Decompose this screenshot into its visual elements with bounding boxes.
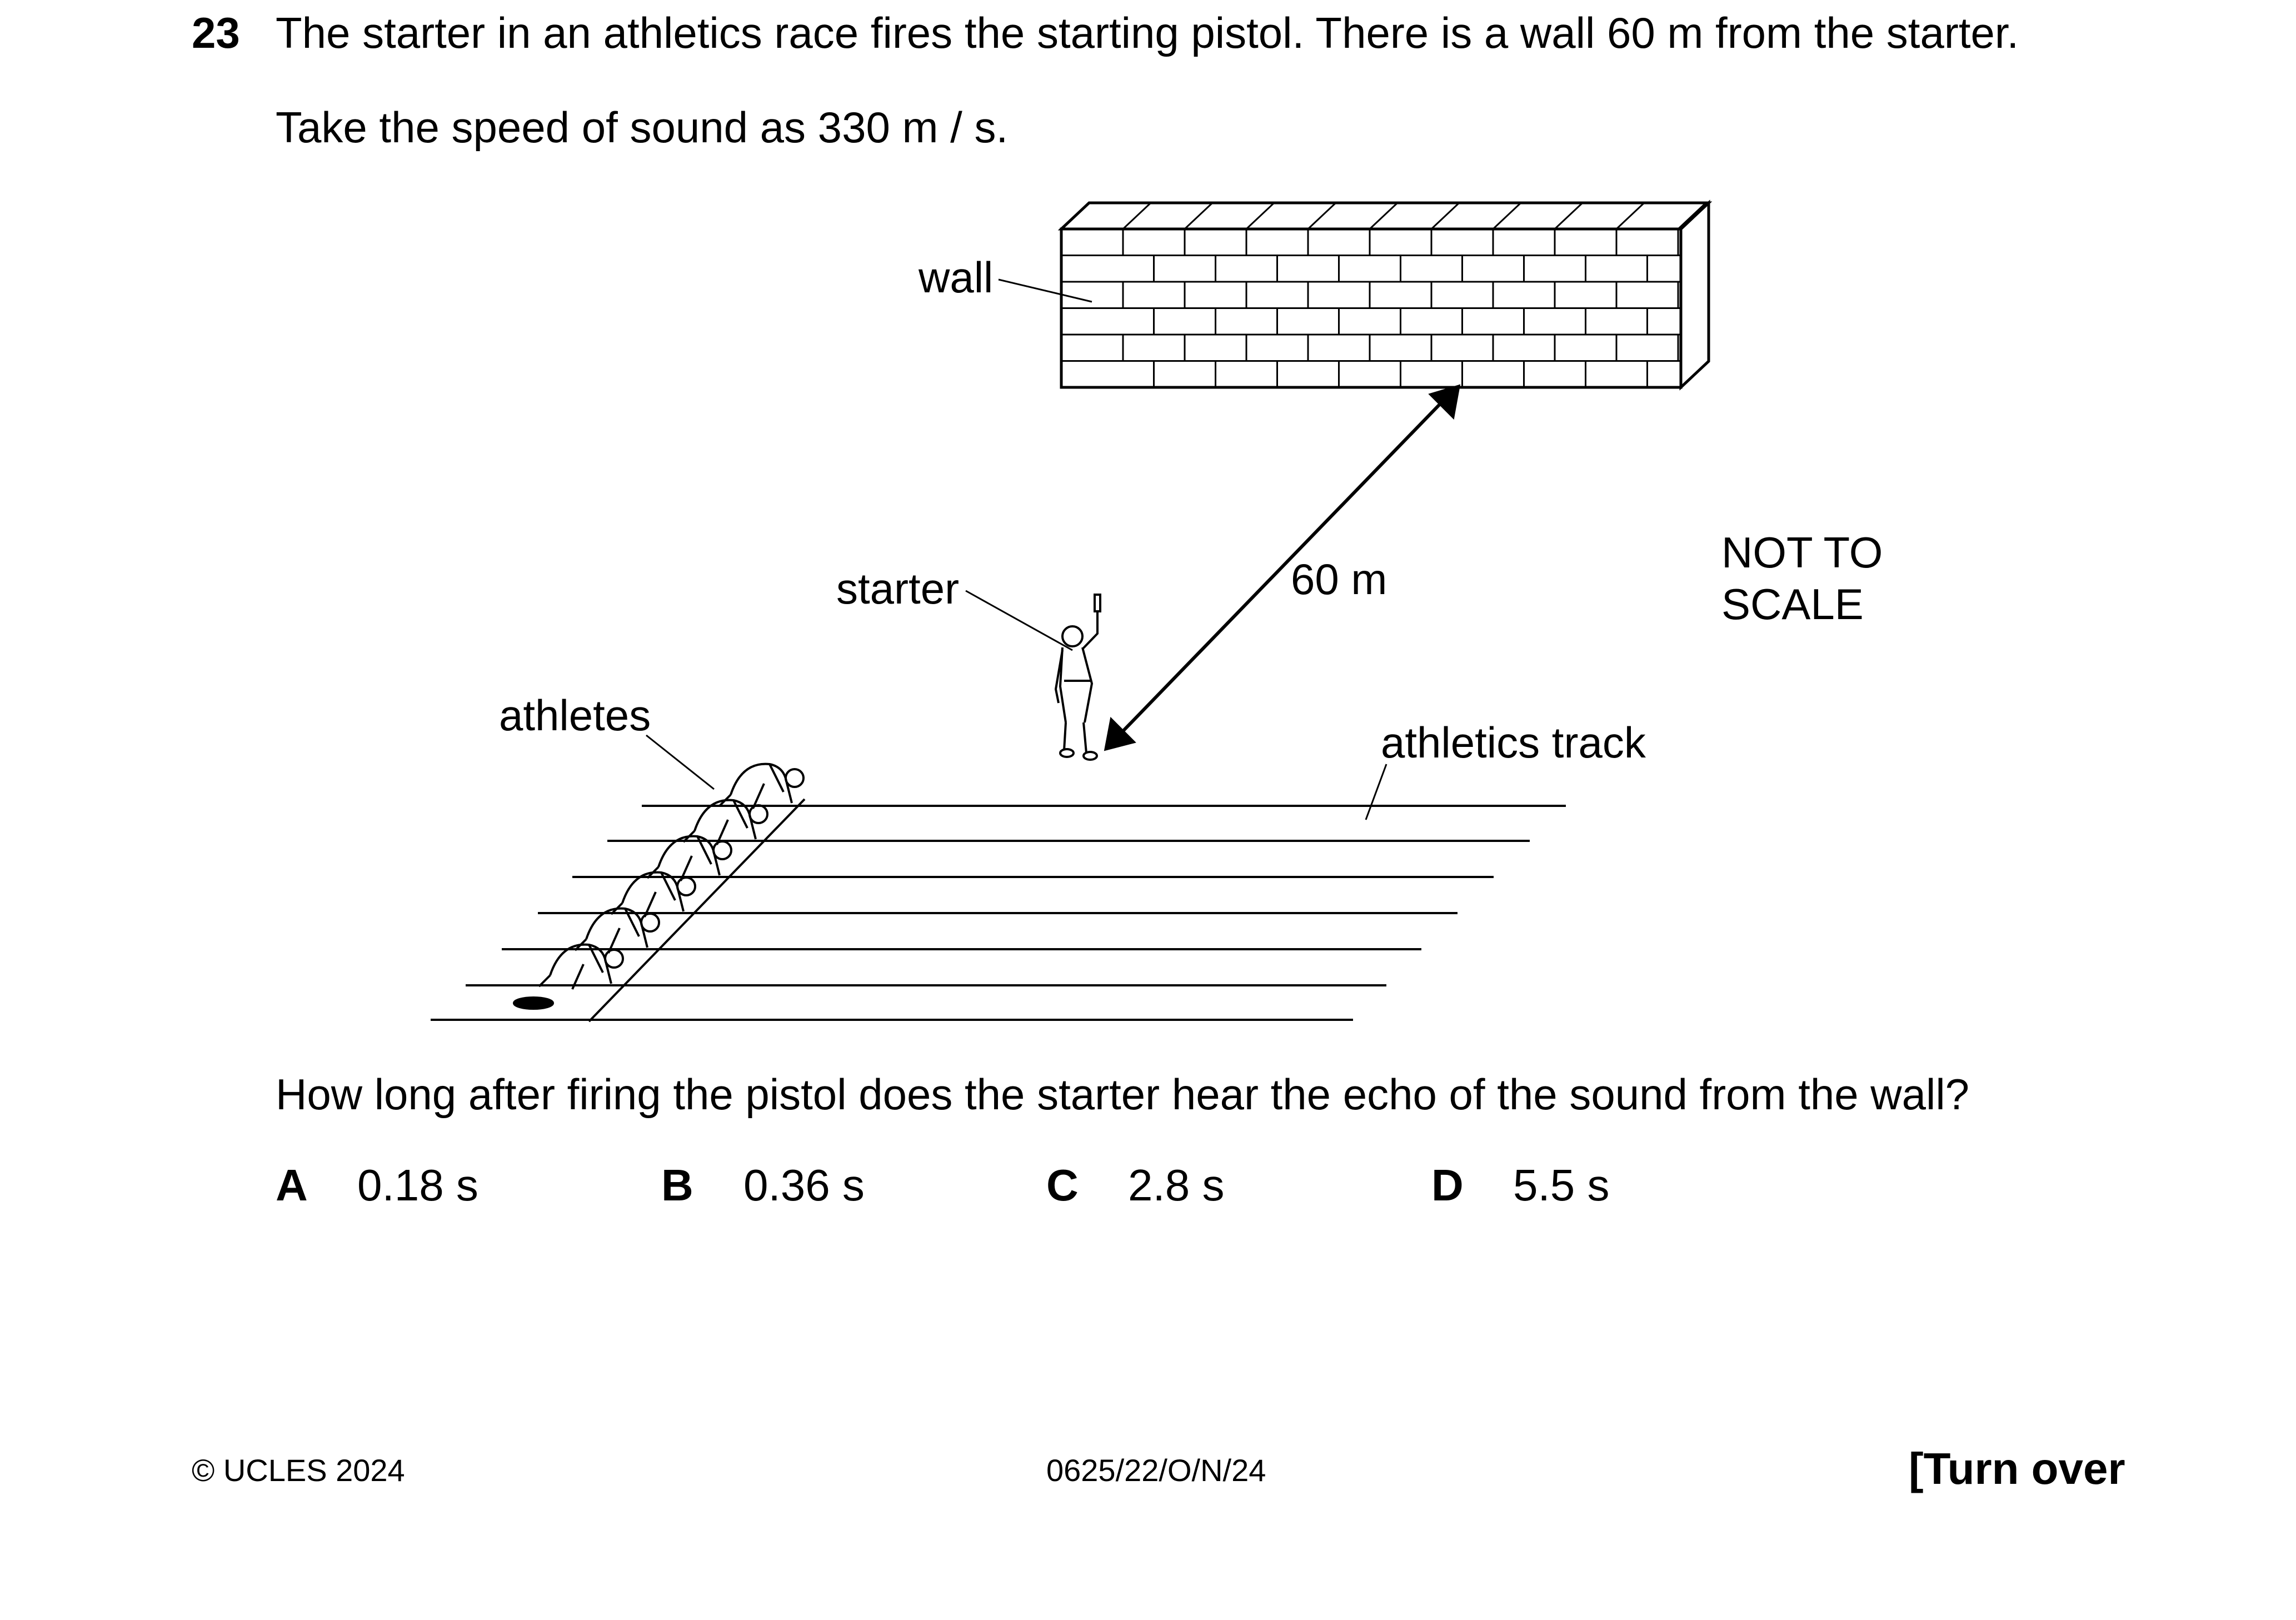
- track-label: athletics track: [1381, 718, 1646, 767]
- starter-leader-line: [966, 591, 1072, 650]
- not-to-scale-line1: NOT TO: [1721, 528, 1883, 577]
- track-leader-line: [1366, 764, 1386, 820]
- question-number: 23: [192, 8, 240, 57]
- athletes-leader-line: [646, 735, 714, 789]
- track-lines: [431, 799, 1566, 1021]
- question-stem: The starter in an athletics race fires the starting pistol. There is a wall 60 m from the starter.: [276, 8, 2019, 57]
- wall-leader-line: [999, 280, 1092, 302]
- option-c-value[interactable]: 2.8 s: [1128, 1160, 1225, 1210]
- option-a-value[interactable]: 0.18 s: [357, 1160, 478, 1210]
- option-d-value[interactable]: 5.5 s: [1513, 1160, 1610, 1210]
- starter-label: starter: [836, 564, 960, 613]
- question-prompt: How long after firing the pistol does the starter hear the echo of the sound from the wall?: [276, 1070, 1970, 1119]
- starter-figure: [1056, 595, 1100, 760]
- option-b-value[interactable]: 0.36 s: [743, 1160, 865, 1210]
- option-a-letter[interactable]: A: [276, 1160, 308, 1210]
- wall-drawing: [1061, 203, 1709, 387]
- distance-arrow: [1106, 386, 1459, 749]
- option-d-letter[interactable]: D: [1431, 1160, 1464, 1210]
- option-c-letter[interactable]: C: [1046, 1160, 1079, 1210]
- option-b-letter[interactable]: B: [661, 1160, 693, 1210]
- athletes-label: athletes: [499, 691, 651, 740]
- athletes-figures: [514, 764, 803, 1009]
- footer-copyright: © UCLES 2024: [192, 1453, 405, 1488]
- turn-over: [Turn over: [1909, 1444, 2125, 1493]
- question-given: Take the speed of sound as 330 m / s.: [276, 103, 1009, 152]
- not-to-scale-line2: SCALE: [1721, 580, 1864, 629]
- footer-paper-code: 0625/22/O/N/24: [1046, 1453, 1266, 1488]
- distance-label: 60 m: [1291, 555, 1387, 604]
- wall-label: wall: [919, 253, 994, 302]
